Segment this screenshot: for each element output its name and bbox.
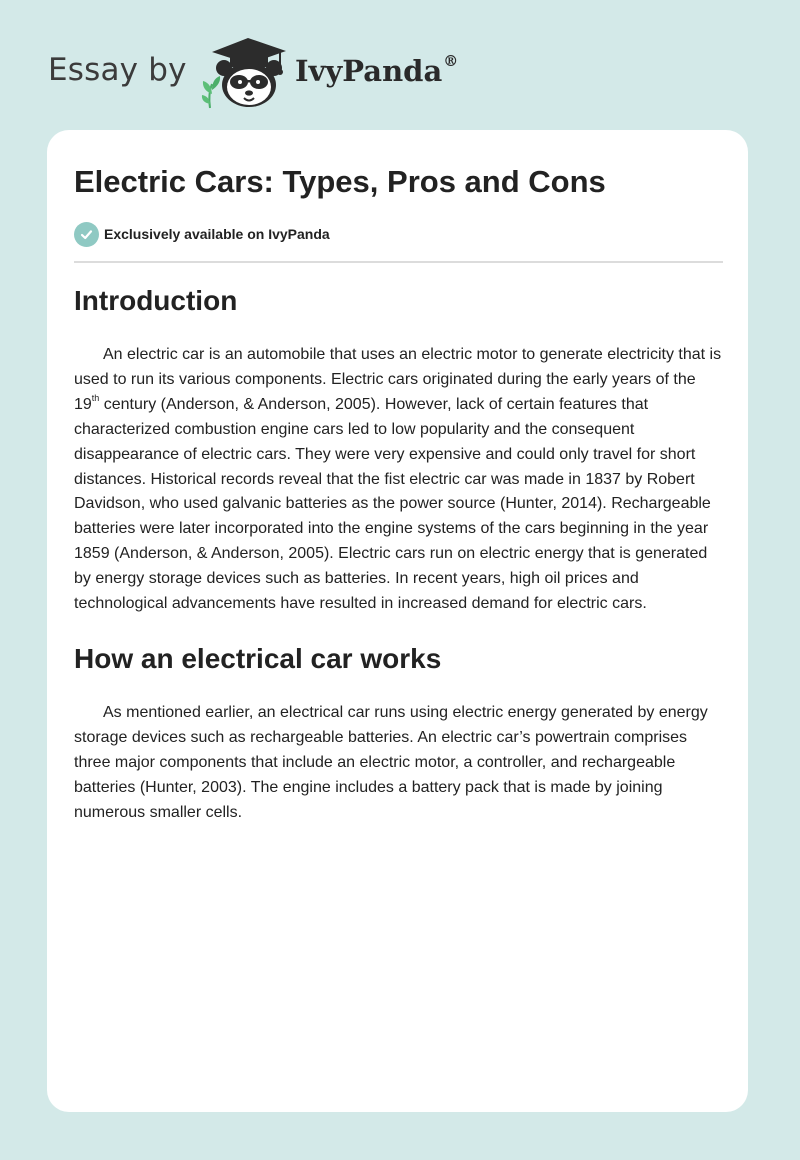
site-header: [48, 34, 508, 114]
section-heading-how-it-works: How an electrical car works: [74, 642, 442, 674]
introduction-paragraph: An electric car is an automobile that uses an electric motor to generate electricity that is used to run its various components. Electric cars originated during the early years of the 19th century (Anderson, & Anderson, 2005). However, lack of certain features that characterized combustion engine cars led to low popularity and the consequent disappearance of electric cars. They were very expensive and could only travel for short distances. Historical records reveal that the fist electric car was made in 1837 by Robert Davidson, who used galvanic batteries as the power source (Hunter, 2014). Rechargeable batteries were later incorporated into the engine systems of the cars beginning in the year 1859 (Anderson, & Anderson, 2005). Electric cars run on electric energy that is generated by energy storage devices such as batteries. In recent years, high oil prices and technological advancements have resulted in increased demand for electric cars.: [74, 346, 722, 613]
how-it-works-paragraph: As mentioned earlier, an electrical car runs using electric energy generated by energy storage devices such as rechargeable batteries. An electric car’s powertrain comprises three major components that include an electric motor, a controller, and rechargeable batteries (Hunter, 2003). The engine includes a battery pack that is made by joining numerous smaller cells.: [74, 703, 708, 821]
page-title: Electric Cars: Types, Pros and Cons: [74, 164, 606, 199]
exclusive-label: Exclusively available on IvyPanda: [104, 226, 330, 242]
panda-graduate-icon[interactable]: [200, 34, 292, 110]
brand-name[interactable]: IvyPanda®: [295, 52, 459, 88]
essay-card: [47, 130, 748, 1112]
section-heading-introduction: Introduction: [74, 285, 238, 316]
registered-mark: ®: [443, 52, 459, 71]
article-body: [74, 280, 724, 826]
divider: [74, 261, 723, 263]
check-icon: [74, 222, 99, 247]
exclusive-badge: [74, 221, 330, 247]
essay-by-label: Essay by: [48, 52, 187, 88]
